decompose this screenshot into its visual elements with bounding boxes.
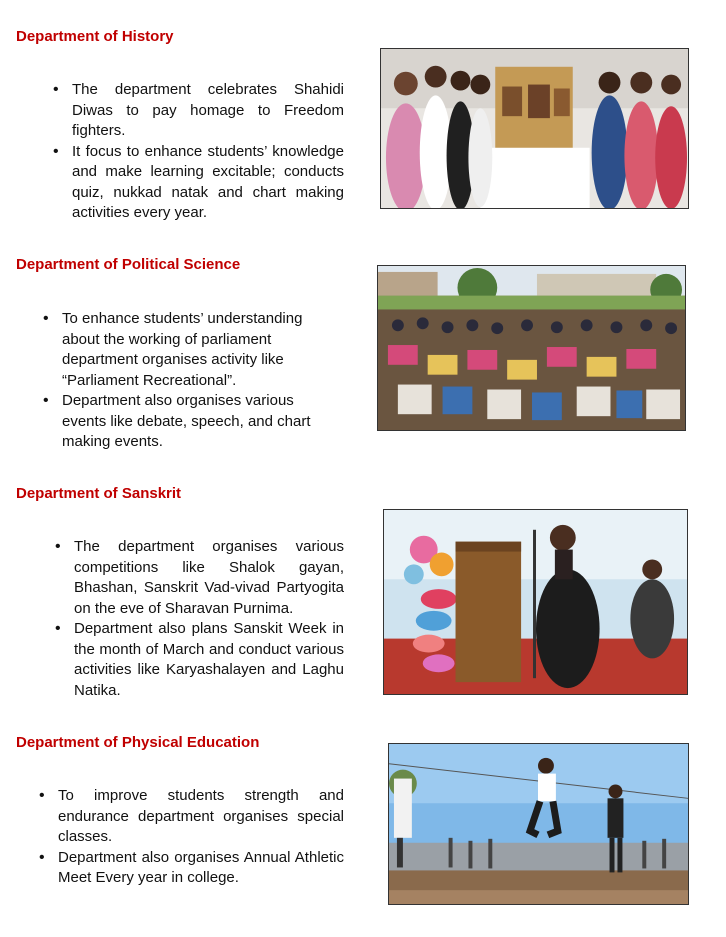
history-photo [380, 48, 689, 209]
list-item: • The department celebrates Shahidi Diwas to pay homage to Freedom fighters. [50, 80, 344, 142]
list-item: • To improve students strength and endurance department organises special classes. [36, 786, 344, 848]
sanskrit-photo [383, 509, 688, 695]
section-heading-physical-education: Department of Physical Education [16, 734, 260, 751]
list-item: • Department also organises Annual Athletic Meet Every year in college. [36, 848, 344, 889]
list-item: • To enhance students’ understanding about the working of parliament department organises activity like “Parliament Recreational”. [40, 309, 330, 391]
list-item: • The department organises various competitions like Shalok gayan, Bhashan, Sanskrit Vad-vivad Partyogita on the eve of Sharavan Purnima. [52, 537, 344, 619]
physical-education-bullet-list [36, 786, 344, 889]
political-science-bullet-list [40, 309, 330, 453]
section-heading-sanskrit: Department of Sanskrit [16, 485, 182, 502]
section-heading-political-science: Department of Political Science [16, 256, 241, 273]
section-heading-history: Department of History [16, 28, 174, 45]
list-item: • Department also plans Sanskit Week in the month of March and conduct various activities like Karyashalayen and Laghu Natika. [52, 619, 344, 701]
political-science-photo [377, 265, 686, 431]
list-item: • Department also organises various events like debate, speech, and chart making events. [40, 391, 330, 453]
physical-education-photo [388, 743, 689, 905]
list-item: • It focus to enhance students’ knowledge and make learning excitable; conducts quiz, nukkad natak and chart making activities every year. [50, 142, 344, 224]
sanskrit-bullet-list [52, 537, 344, 701]
history-bullet-list [50, 80, 344, 224]
